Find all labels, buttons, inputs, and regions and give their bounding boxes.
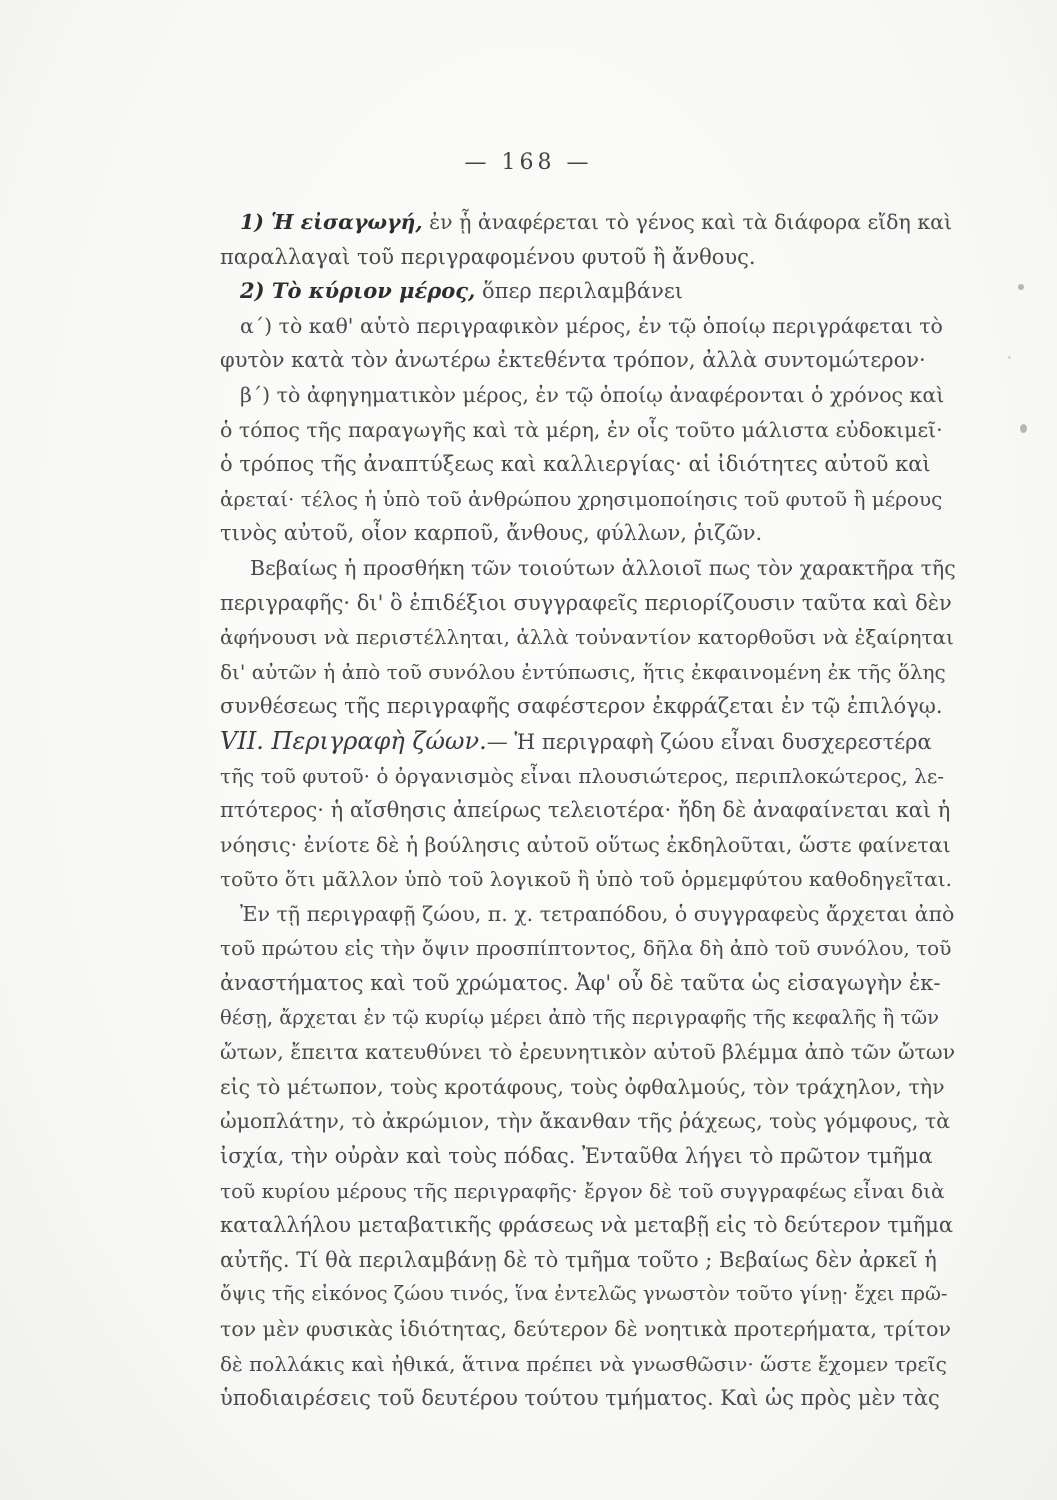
text-line xyxy=(220,551,956,586)
line-text: αὐτῆς. Τί θὰ περιλαμβάνῃ δὲ τὸ τμῆμα τοῦτο ; Βεβαίως δὲν ἀρκεῖ ἡ xyxy=(220,1247,937,1272)
text-line xyxy=(220,897,956,932)
text-line xyxy=(220,240,956,275)
line-text: ὤτων, ἔπειτα κατευθύνει τὸ ἐρευνητικὸν αὐτοῦ βλέμμα ἀπὸ τῶν ὤτων xyxy=(220,1040,956,1065)
line-text: ὄψις τῆς εἰκόνος ζώου τινός, ἵνα ἐντελῶς γνωστὸν τοῦτο γίνῃ· ἔχει πρῶ- xyxy=(220,1282,948,1306)
body-text xyxy=(220,205,956,1416)
text-line xyxy=(220,724,956,759)
line-text: τινὸς αὐτοῦ, οἷον καρποῦ, ἄνθους, φύλλων, ῥιζῶν. xyxy=(220,521,763,546)
ink-speck xyxy=(1008,356,1011,359)
line-text: δὲ πολλάκις καὶ ἠθικά, ἅτινα πρέπει νὰ γνωσθῶσιν· ὥστε ἔχομεν τρεῖς xyxy=(220,1351,947,1376)
line-text: δι' αὐτῶν ἡ ἀπὸ τοῦ συνόλου ἐντύπωσις, ἥτις ἐκφαινομένη ἐκ τῆς ὅλης xyxy=(220,659,946,684)
text-line xyxy=(220,655,956,690)
text-line xyxy=(220,828,956,863)
line-text: περιγραφῆς· δι' ὃ ἐπιδέξιοι συγγραφεῖς περιορίζουσιν ταῦτα καὶ δὲν xyxy=(220,590,952,615)
text-line xyxy=(220,1139,956,1174)
line-text: πτότερος· ἡ αἴσθησις ἀπείρως τελειοτέρα· ἤδη δὲ ἀναφαίνεται καὶ ἡ xyxy=(220,798,951,823)
text-line xyxy=(220,447,956,482)
text-line xyxy=(220,1312,956,1347)
line-text: καταλλήλου μεταβατικῆς φράσεως νὰ μεταβῇ εἰς τὸ δεύτερον τμῆμα xyxy=(220,1213,954,1238)
line-text: τοῦ κυρίου μέρους τῆς περιγραφῆς· ἔργον δὲ τοῦ συγγραφέως εἶναι διὰ xyxy=(220,1178,945,1203)
line-text: συνθέσεως τῆς περιγραφῆς σαφέστερον ἐκφράζεται ἐν τῷ ἐπιλόγῳ. xyxy=(220,694,943,719)
line-text: — Ἡ περιγραφὴ ζώου εἶναι δυσχερεστέρα xyxy=(486,729,932,754)
text-line xyxy=(220,1174,956,1209)
text-line xyxy=(220,482,956,517)
line-text: ἀρεταί· τέλος ἡ ὑπὸ τοῦ ἀνθρώπου χρησιμοποίησις τοῦ φυτοῦ ἢ μέρους xyxy=(220,486,943,511)
text-line xyxy=(220,620,956,655)
page-number: — 168 — xyxy=(464,150,593,175)
text-line xyxy=(220,516,956,551)
line-text: ἐν ᾗ ἀναφέρεται τὸ γένος καὶ τὰ διάφορα εἴδη καὶ xyxy=(422,210,953,234)
line-text: ἀναστήματος καὶ τοῦ χρώματος. Ἀφ' οὗ δὲ ταῦτα ὡς εἰσαγωγὴν ἐκ- xyxy=(220,971,941,996)
section-heading: 2) Τὸ κύριον μέρος, xyxy=(240,278,476,304)
text-line xyxy=(220,274,956,309)
text-line xyxy=(220,1208,956,1243)
text-line xyxy=(220,205,956,240)
line-text: παραλλαγαὶ τοῦ περιγραφομένου φυτοῦ ἢ ἄνθους. xyxy=(220,244,756,269)
text-line xyxy=(220,862,956,897)
line-text: εἰς τὸ μέτωπον, τοὺς κροτάφους, τοὺς ὀφθαλμούς, τὸν τράχηλον, τὴν xyxy=(220,1074,945,1099)
line-text: θέσῃ, ἄρχεται ἐν τῷ κυρίῳ μέρει ἀπὸ τῆς περιγραφῆς τῆς κεφαλῆς ἢ τῶν xyxy=(220,1005,939,1029)
line-text: ὁ τρόπος τῆς ἀναπτύξεως καὶ καλλιεργίας· αἱ ἰδιότητες αὐτοῦ καὶ xyxy=(220,452,931,477)
text-line xyxy=(220,1001,956,1036)
text-line xyxy=(220,793,956,828)
line-text: τοῦ πρώτου εἰς τὴν ὄψιν προσπίπτοντος, δῆλα δὴ ἀπὸ τοῦ συνόλου, τοῦ xyxy=(220,936,952,961)
text-line xyxy=(220,378,956,413)
text-line xyxy=(220,931,956,966)
line-text: ὑποδιαιρέσεις τοῦ δευτέρου τούτου τμήματος. Καὶ ὡς πρὸς μὲν τὰς xyxy=(220,1386,940,1411)
text-line xyxy=(220,309,956,344)
text-line xyxy=(220,1347,956,1382)
line-text: τῆς τοῦ φυτοῦ· ὁ ὀργανισμὸς εἶναι πλουσιώτερος, περιπλοκώτερος, λε- xyxy=(220,763,945,788)
line-text: φυτὸν κατὰ τὸν ἀνωτέρω ἐκτεθέντα τρόπον, ἀλλὰ συντομώτερον· xyxy=(220,348,926,373)
text-line xyxy=(220,413,956,448)
line-text: ὠμοπλάτην, τὸ ἀκρώμιον, τὴν ἄκανθαν τῆς ῥάχεως, τοὺς γόμφους, τὰ xyxy=(220,1109,951,1134)
line-text: β΄) τὸ ἀφηγηματικὸν μέρος, ἐν τῷ ὁποίῳ ἀναφέρονται ὁ χρόνος καὶ xyxy=(240,382,945,407)
text-line xyxy=(220,1035,956,1070)
line-text: νόησις· ἐνίοτε δὲ ἡ βούλησις αὐτοῦ οὕτως ἐκδηλοῦται, ὥστε φαίνεται xyxy=(220,832,951,857)
line-text: Ἐν τῇ περιγραφῇ ζώου, π. χ. τετραπόδου, ὁ συγγραφεὺς ἄρχεται ἀπὸ xyxy=(240,901,955,926)
text-line xyxy=(220,966,956,1001)
ink-speck xyxy=(1018,284,1024,290)
text-line xyxy=(220,586,956,621)
line-text: ὁ τόπος τῆς παραγωγῆς καὶ τὰ μέρη, ἐν οἷς τοῦτο μάλιστα εὐδοκιμεῖ· xyxy=(220,417,943,442)
ink-speck xyxy=(1020,424,1027,433)
line-text: τοῦτο ὅτι μᾶλλον ὑπὸ τοῦ λογικοῦ ἢ ὑπὸ τοῦ ὁρμεμφύτου καθοδηγεῖται. xyxy=(220,867,952,892)
text-line xyxy=(220,343,956,378)
line-text: α΄) τὸ καθ' αὑτὸ περιγραφικὸν μέρος, ἐν τῷ ὁποίῳ περιγράφεται τὸ xyxy=(240,313,943,338)
line-text: ὅπερ περιλαμβάνει xyxy=(475,279,683,304)
text-line xyxy=(220,1277,956,1312)
line-text: τον μὲν φυσικὰς ἰδιότητας, δεύτερον δὲ νοητικὰ προτερήματα, τρίτον xyxy=(220,1317,951,1341)
text-line xyxy=(220,1070,956,1105)
section-heading: 1) Ἡ εἰσαγωγή, xyxy=(240,210,423,234)
line-text: ἀφήνουσι νὰ περιστέλληται, ἀλλὰ τοὐναντίον κατορθοῦσι νὰ ἐξαίρηται xyxy=(220,625,954,650)
line-text: ἰσχία, τὴν οὐρὰν καὶ τοὺς πόδας. Ἐνταῦθα λήγει τὸ πρῶτον τμῆμα xyxy=(220,1144,933,1169)
section-heading: VII. Περιγραφὴ ζώων. xyxy=(220,726,487,755)
text-line xyxy=(220,1104,956,1139)
text-line xyxy=(220,689,956,724)
text-line xyxy=(220,1381,956,1416)
text-line xyxy=(220,1243,956,1278)
text-line xyxy=(220,759,956,794)
line-text: Βεβαίως ἡ προσθήκη τῶν τοιούτων ἀλλοιοῖ πως τὸν χαρακτῆρα τῆς xyxy=(250,555,956,580)
